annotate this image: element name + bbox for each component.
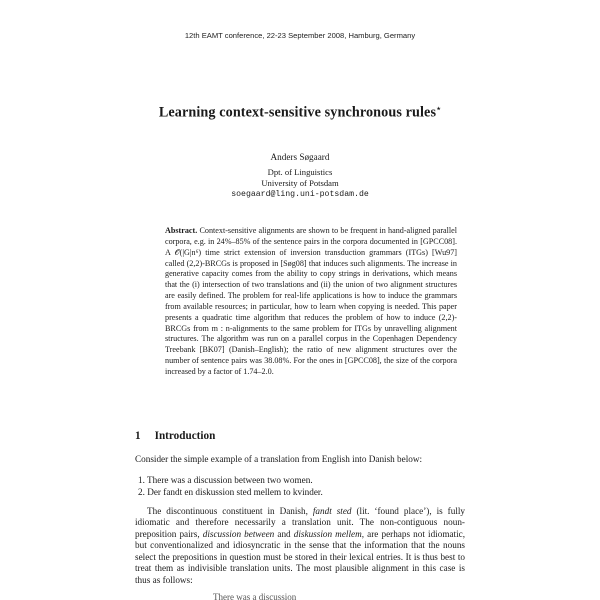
- para-text: are perhaps not idiomatic, but conventionalized and idiosyncratic in the sense that the information that the nouns select the prepositions in question must be stored in their lexical entries. It is thus best to treat them as indivisible translation units. The most plausible alignment in this case is thus as follows:: [135, 528, 466, 585]
- section-heading: [135, 430, 215, 442]
- abstract-text: Context-sensitive alignments are shown to be frequent in hand-aligned parallel corpora, e.g. in 24%–85% of the sentence pairs in the corpora documented in [GPCC08]. A 𝒪(|G|n⁶) time strict extension of inversion transduction grammars (ITGs) [Wu97] called (2,2)-BRCGs is proposed in [Søg08] that induces such alignments. The increase in generative capacity comes from the ability to copy strings in derivations, which means that the (i) intersection of two translations and (ii) the union of two alignment structures are easily defined. The problem for real-life applications is how to induce the grammars from available resources; in particular, how to learn when copying is needed. This paper presents a quadratic time algorithm that reduces the problem of how to induce (2,2)-BRCGs from m : n-alignments to the same problem for ITGs by unravelling alignment structures. The algorithm was run on a parallel corpus in the Copenhagen Dependency Treebank [BK07] (Danish–English); the ratio of new alignment structures over the number of sentence pairs was 38.08%. For the ones in [GPCC08], the size of the corpora increased by a factor of 1.74–2.0.: [165, 226, 458, 376]
- para-text: The discontinuous constituent in Danish,: [147, 506, 308, 516]
- author-email: soegaard@ling.uni-potsdam.de: [231, 190, 369, 199]
- section-title: Introduction: [154, 430, 216, 442]
- body-paragraph: [135, 506, 465, 586]
- list-item-number: 2.: [138, 486, 145, 497]
- author-name: Anders Søgaard: [270, 152, 330, 162]
- affiliation-university: University of Potsdam: [261, 178, 339, 188]
- para-italic: discussion between: [202, 528, 275, 539]
- section-number: 1: [135, 430, 141, 442]
- abstract-label: Abstract.: [165, 226, 198, 235]
- example-list: [138, 475, 468, 498]
- list-item-text: Der fandt en diskussion sted mellem to kvinder.: [147, 486, 323, 497]
- affiliation-block: [0, 167, 600, 200]
- abstract: [165, 226, 457, 378]
- list-item-number: 1.: [138, 475, 145, 485]
- list-item: [138, 487, 468, 499]
- para-text: and: [277, 528, 291, 539]
- title-footnote-mark: ⋆: [436, 104, 442, 113]
- list-item: [138, 475, 468, 487]
- paper-title: [0, 104, 600, 122]
- para-italic: diskussion mellem,: [293, 528, 365, 539]
- para-text: (lit. ‘found place’), is fully idiomatic and therefore necessarily a translation unit. The non-contiguous noun-preposition pairs,: [135, 506, 466, 539]
- para-italic: fandt sted: [312, 506, 352, 516]
- intro-paragraph: Consider the simple example of a translation from English into Danish below:: [135, 454, 423, 464]
- paper-title-text: Learning context-sensitive synchronous rules: [158, 104, 437, 121]
- running-header: 12th EAMT conference, 22-23 September 2008, Hamburg, Germany: [184, 31, 416, 40]
- list-item-text: There was a discussion between two women.: [147, 475, 313, 485]
- affiliation-dept: Dpt. of Linguistics: [267, 167, 333, 177]
- alignment-example-cutoff: There was a discussion: [213, 592, 297, 600]
